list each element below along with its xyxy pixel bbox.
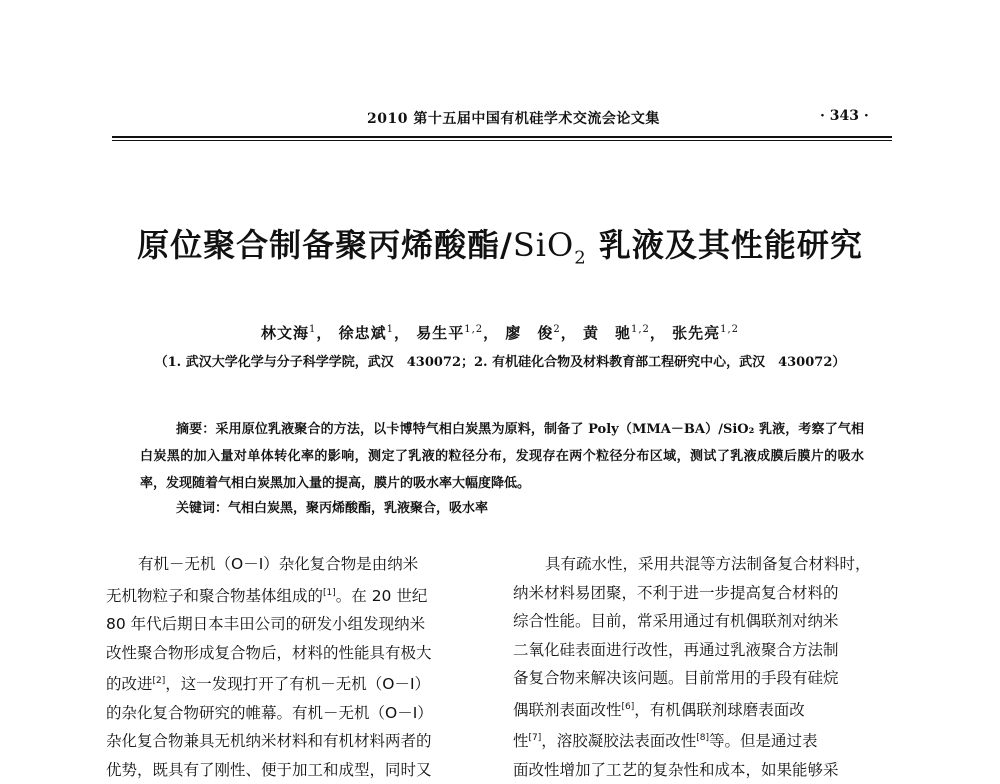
author: 林文海$^1$ — [260, 324, 317, 342]
author: 张先亮$^{1,2}$ — [672, 324, 740, 342]
keywords-text: 气相白炭黑，聚丙烯酸酯，乳液聚合，吸水率 — [228, 501, 489, 516]
title-rest: 乳液及其性能研究 — [586, 226, 863, 264]
author: 易生平$^{1,2}$ — [416, 324, 484, 342]
author-list: 林文海$^1$， 徐忠斌$^1$， 易生平$^{1,2}$， 廖 俊$^2$， 黄 驰$^{1,2}$， 张先亮$^{1,2}$ — [260, 324, 740, 342]
author: 黄 驰$^{1,2}$ — [582, 324, 650, 342]
body-column-left — [106, 550, 494, 784]
journal-title: 2010 第十五届中国有机硅学术交流会论文集 — [367, 111, 660, 127]
citation-marker: [2] — [152, 676, 166, 687]
title-main: 原位聚合制备聚丙烯酸酯/ — [137, 226, 513, 264]
keywords — [176, 497, 866, 516]
running-header — [0, 108, 1000, 132]
body-line: 优势，既具有了刚性、便于加工和成型，同时又 — [106, 760, 432, 779]
body-line: 具有疏水性，采用共混等方法制备复合材料时， — [545, 555, 871, 573]
body-line: 有机－无机（O－I）杂化复合物是由纳米 — [138, 555, 419, 573]
body-line: 的改进[2]，这一发现打开了有机－无机（O－I） — [106, 675, 431, 694]
citation-marker: [8] — [696, 733, 710, 744]
page-number: · 343 · — [820, 108, 869, 124]
body-line: 无机物粒子和聚合物基体组成的[1]。在 20 世纪 — [106, 586, 428, 605]
body-line: 杂化复合物兼具无机纳米材料和有机材料两者的 — [106, 732, 432, 751]
body-line: 综合性能。目前，常采用通过有机偶联剂对纳米 — [513, 612, 839, 630]
body-line: 80 年代后期日本丰田公司的研发小组发现纳米 — [106, 615, 426, 634]
affiliation: （1. 武汉大学化学与分子科学学院，武汉 430072；2. 有机硅化合物及材料教育部工程研究中心，武汉 430072） — [154, 355, 846, 370]
citation-marker: [1] — [323, 587, 336, 598]
body-line: 的杂化复合物研究的帷幕。有机－无机（O－I） — [106, 703, 433, 722]
body-column-right — [513, 550, 901, 784]
body-line: 备复合物来解决该问题。目前常用的手段有硅烷 — [513, 669, 839, 687]
body-line: 二氧化硅表面进行改性，再通过乳液聚合方法制 — [513, 640, 839, 659]
title-formula: SiO — [512, 226, 575, 264]
abstract — [140, 416, 864, 497]
author: 徐忠斌$^1$ — [338, 324, 394, 342]
keywords-label: 关键词： — [176, 501, 229, 516]
body-line: 性[7]，溶胶凝胶法表面改性[8]等。但是通过表 — [513, 732, 818, 751]
author: 廖 俊$^2$ — [505, 324, 561, 342]
citation-marker: [7] — [528, 733, 542, 744]
title-subscript: 2 — [574, 247, 587, 269]
abstract-label: 摘要： — [176, 422, 216, 437]
body-line: 纳米材料易团聚，不利于进一步提高复合材料的 — [513, 583, 839, 602]
paper-title — [0, 220, 1000, 268]
header-rule-thin — [112, 140, 892, 141]
abstract-text: 采用原位乳液聚合的方法，以卡博特气相白炭黑为原料，制备了 Poly（MMA－BA）/SiO₂ 乳液，考察了气相白炭黑的加入量对单体转化率的影响，测定了乳液的粒径分布，发现存在两个粒径分布区域，测试了乳液成膜后膜片的吸水率，发现随着气相白炭黑加入量的提高，膜片的吸水率大幅度降低。 — [140, 422, 864, 491]
body-line: 偶联剂表面改性[6]，有机偶联剂球磨表面改 — [513, 700, 805, 719]
body-line: 改性聚合物形成复合物后，材料的性能具有极大 — [106, 643, 432, 662]
header-rule-thick — [112, 136, 892, 138]
citation-marker: [6] — [621, 701, 635, 712]
body-line: 面改性增加了工艺的复杂性和成本，如果能够采 — [513, 760, 839, 779]
